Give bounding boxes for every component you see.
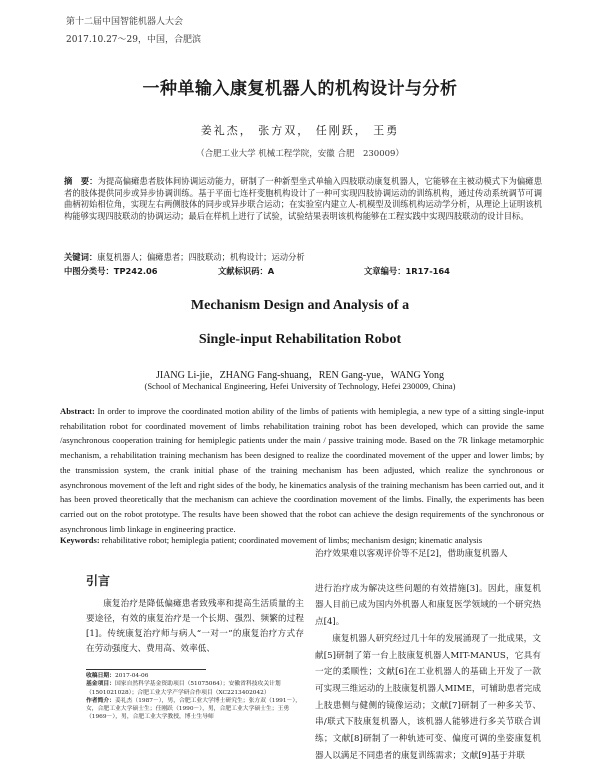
affiliation-cn: （合肥工业大学 机械工程学院，安徽 合肥 230009） bbox=[196, 149, 404, 159]
clc-number: 中图分类号：TP242.06 bbox=[64, 266, 158, 276]
affiliation-en: (School of Mechanical Engineering, Hefei University of Technology, Hefei 230009, China) bbox=[144, 381, 456, 391]
abstract-cn bbox=[64, 176, 542, 222]
footnote-authors: 作者简介：姜礼杰（1987－），男，合肥工业大学博士研究生；张方双（1991－），女，合肥工业大学硕士生；任刚跃（1990－），男，合肥工业大学硕士生；王勇（1969－），男，合肥工业大学教授，博士生导师 bbox=[86, 697, 302, 721]
right-col-paragraph-2: 康复机器人研究经过几十年的发展涌现了一批成果，文献[5]研制了第一台上肢康复机器人MIT-MANUS，它具有一定的柔顺性；文献[6]在工业机器人的基础上开发了一款可实现三维运动的上肢康复机器人MIME，可辅助患者完成上肢患侧与健侧的镜像运动；文献[7]研制了一种多关节、串/联式下肢康复机器人，该机器人能够进行多关节联合训练；文献[8]研制了一种轨迹可变、偏度可调的坐姿康复机器人以满足不同患者的康复训练需求；文献[9]基于并联 bbox=[315, 633, 541, 761]
paper-title-en-line1: Mechanism Design and Analysis of a bbox=[190, 298, 410, 313]
keywords-en bbox=[60, 535, 544, 545]
abstract-cn-label: 摘 要： bbox=[64, 176, 98, 186]
left-col-paragraph: 康复治疗是降低偏瘫患者致残率和提高生活质量的主要途径，有效的康复治疗是一个长期、强烈、频繁的过程[1]。传统康复治疗师与病人“一对一”的康复治疗方式存在劳动强度大、费用高、效率低、 bbox=[86, 599, 304, 654]
conference-date-place: 2017.10.27～29，中国，合肥滨 bbox=[66, 35, 201, 45]
abstract-en-label: Abstract: bbox=[60, 406, 95, 416]
left-column-body bbox=[86, 597, 304, 657]
footnote-funding: 基金项目：国家自然科学基金资助项目（51075064）；安徽省科技攻关计划（1501021028）；合肥工业大学产学研合作项目（XC2213402042） bbox=[86, 681, 281, 696]
footnote-received: 收稿日期：2017-04-06 bbox=[86, 673, 149, 679]
paper-title-cn: 一种单输入康复机器人的机构设计与分析 bbox=[142, 79, 458, 99]
keywords-cn-text: 康复机器人；偏瘫患者；四肢联动；机构设计；运动分析 bbox=[97, 252, 305, 262]
right-col-paragraph-1: 进行治疗成为解决这些问题的有效措施[3]。因此，康复机器人目前已成为国内外机器人和康复医学领域的一个研究热点[4]。 bbox=[315, 583, 541, 628]
article-number: 文章编号：1R17-164 bbox=[364, 266, 450, 276]
right-column-body bbox=[315, 546, 541, 764]
abstract-en bbox=[60, 404, 544, 536]
footnotes bbox=[86, 672, 306, 722]
keywords-en-text: rehabilitative robot; hemiplegia patient; coordinated movement of limbs; mechanism design; kinematic analysis bbox=[101, 535, 483, 545]
authors-cn: 姜礼杰， 张方双， 任刚跃， 王勇 bbox=[200, 124, 400, 137]
abstract-cn-text: 为提高偏瘫患者肢体间协调运动能力，研制了一种新型坐式单输入四肢联动康复机器人，它能够在主被动模式下为偏瘫患者的肢体提供同步或异步协调训练。基于平面七连杆变胞机构设计了一种可实现四肢协调运动的训练机构，通过传动系统调节可调曲柄初始相位角，实现左右两侧肢体的同步或异步联合运动；在实验室内建立人-机模型及训练机构运动学分析，从理论上证明该机构能够实现四肢联动的协调运动；最后在样机上进行了试验，试验结果表明该机构能够在工程实践中实现四肢联动的设计目标。 bbox=[64, 176, 542, 221]
document-code: 文献标识码：A bbox=[218, 266, 275, 276]
intro-heading: 引言 bbox=[86, 574, 111, 588]
keywords-cn-label: 关键词： bbox=[64, 252, 98, 262]
keywords-en-label: Keywords: bbox=[60, 535, 100, 545]
conference-name: 第十二届中国智能机器人大会 bbox=[66, 17, 184, 27]
footnote-divider bbox=[86, 669, 206, 670]
paper-title-en-line2: Single-input Rehabilitation Robot bbox=[198, 332, 402, 347]
keywords-cn bbox=[64, 251, 542, 263]
right-col-first-line: 治疗效果难以客观评价等不足[2]，借助康复机器人 bbox=[315, 549, 508, 559]
abstract-en-text: In order to improve the coordinated motion ability of the limbs of patients with hemiplegia, a new type of a sitting single-input rehabilitation robot for coordinated movement of limbs rehabilitation training robot has been developed, which can provide the same /asynchronous cooperation training for hemiplegic patients under the main / passive training mode. Based on the 7R linkage metamorphic mechanism, a rehabilitation training mechanism has been designed to realize the coordinated movement of the upper and lower limbs; by the transmission system, the crank initial phase of the training mechanism has been adjusted, which realize the synchronous or asynchronous movement of the left and right sides of the body, he kinematics analysis of the training mechanism has been carried out, and it has been proved theoretically that the mechanism can achieve the coordination movement of the limbs. Finally, the experiments has been carried out on the robot prototype. The results have been showed that the robot can achieve the design requirements of the synchronous or asynchronous limb linkage in engineering practice. bbox=[60, 406, 544, 534]
authors-en: JIANG Li-jie，ZHANG Fang-shuang，REN Gang-yue，WANG Yong bbox=[155, 370, 445, 381]
